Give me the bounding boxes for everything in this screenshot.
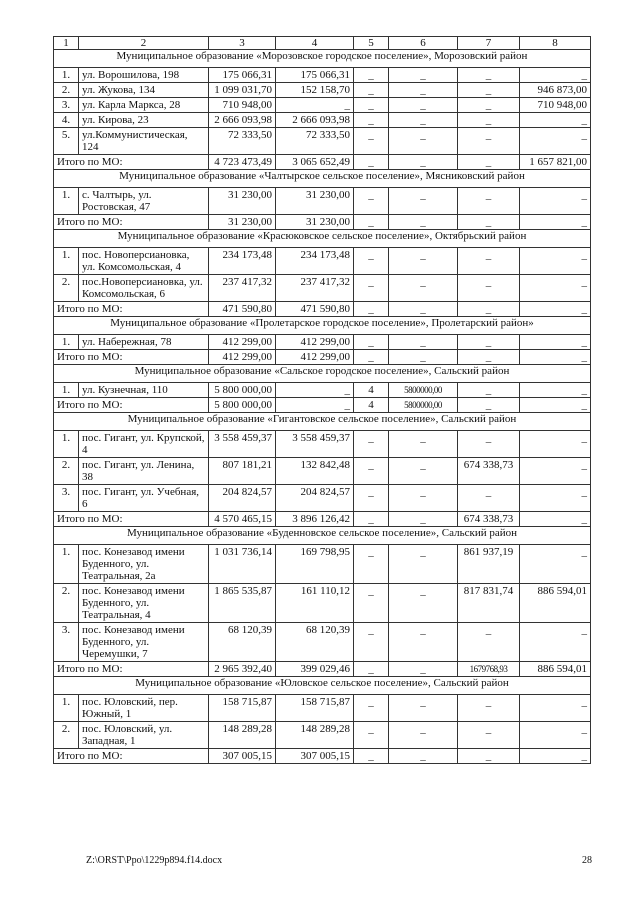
value-cell: _ (520, 623, 591, 662)
total-value-cell: _ (458, 155, 520, 170)
address-cell: пос.Новоперсиановка, ул. Комсомольская, 6 (79, 275, 209, 302)
value-cell: 5 800 000,00 (209, 383, 276, 398)
total-label: Итого по МО: (54, 662, 209, 677)
row-number-cell: 2. (54, 458, 79, 485)
value-cell: _ (458, 128, 520, 155)
value-cell: 1 031 736,14 (209, 545, 276, 584)
value-cell: _ (520, 188, 591, 215)
total-value-cell: 471 590,80 (276, 302, 354, 317)
section-header-row (54, 413, 591, 431)
total-value-cell: _ (389, 155, 458, 170)
total-value-cell: _ (520, 398, 591, 413)
table-body (54, 37, 591, 764)
section-header-row (54, 50, 591, 68)
value-cell: 204 824,57 (209, 485, 276, 512)
column-number: 7 (458, 37, 520, 50)
total-value-cell: _ (276, 398, 354, 413)
section-title: Муниципальное образование «Буденновское сельское поселение», Сальский район (54, 527, 591, 545)
table-row (54, 458, 591, 485)
address-cell: ул. Кузнечная, 110 (79, 383, 209, 398)
address-cell: пос. Конезавод имени Буденного, ул. Черемушки, 7 (79, 623, 209, 662)
row-number-cell: 1. (54, 68, 79, 83)
section-title: Муниципальное образование «Пролетарское городское поселение», Пролетарский район» (54, 317, 591, 335)
total-value-cell: 4 570 465,15 (209, 512, 276, 527)
table-row (54, 623, 591, 662)
value-cell: _ (276, 98, 354, 113)
value-cell: _ (520, 695, 591, 722)
total-value-cell: 471 590,80 (209, 302, 276, 317)
value-cell: _ (354, 128, 389, 155)
value-cell: _ (458, 275, 520, 302)
value-cell: _ (520, 485, 591, 512)
value-cell: 1 865 535,87 (209, 584, 276, 623)
total-value-cell: _ (354, 512, 389, 527)
section-title: Муниципальное образование «Юловское сельское поселение», Сальский район (54, 677, 591, 695)
row-number-cell: 1. (54, 335, 79, 350)
value-cell: _ (389, 458, 458, 485)
total-value-cell: _ (458, 302, 520, 317)
value-cell: 4 (354, 383, 389, 398)
value-cell: _ (520, 128, 591, 155)
value-cell: _ (389, 722, 458, 749)
total-value-cell: _ (520, 302, 591, 317)
value-cell: _ (389, 113, 458, 128)
table-row (54, 113, 591, 128)
total-value-cell: _ (354, 155, 389, 170)
value-cell: 161 110,12 (276, 584, 354, 623)
total-value-cell: _ (389, 749, 458, 764)
total-value-cell: _ (520, 215, 591, 230)
file-path: Z:\ORST\Ppo\1229p894.f14.docx (86, 855, 223, 866)
total-value-cell: 5800000,00 (389, 398, 458, 413)
total-value-cell: _ (389, 215, 458, 230)
value-cell: _ (389, 335, 458, 350)
value-cell: _ (389, 485, 458, 512)
value-cell: _ (520, 335, 591, 350)
table-row (54, 128, 591, 155)
address-cell: пос. Юловский, пер. Южный, 1 (79, 695, 209, 722)
total-label: Итого по МО: (54, 512, 209, 527)
value-cell: 72 333,50 (276, 128, 354, 155)
value-cell: 412 299,00 (209, 335, 276, 350)
row-number-cell: 2. (54, 275, 79, 302)
value-cell: 237 417,32 (209, 275, 276, 302)
section-header-row (54, 527, 591, 545)
total-row (54, 302, 591, 317)
table-row (54, 584, 591, 623)
value-cell: 3 558 459,37 (209, 431, 276, 458)
value-cell: _ (458, 113, 520, 128)
value-cell: 68 120,39 (209, 623, 276, 662)
value-cell: 204 824,57 (276, 485, 354, 512)
value-cell: 234 173,48 (209, 248, 276, 275)
value-cell: _ (389, 431, 458, 458)
value-cell: _ (458, 83, 520, 98)
row-number-cell: 5. (54, 128, 79, 155)
value-cell: 175 066,31 (276, 68, 354, 83)
value-cell: 234 173,48 (276, 248, 354, 275)
value-cell: _ (458, 335, 520, 350)
value-cell: 148 289,28 (209, 722, 276, 749)
value-cell: 1 099 031,70 (209, 83, 276, 98)
column-number: 1 (54, 37, 79, 50)
value-cell: _ (458, 188, 520, 215)
value-cell: _ (389, 128, 458, 155)
value-cell: _ (354, 623, 389, 662)
total-label: Итого по МО: (54, 398, 209, 413)
document-table (53, 36, 591, 764)
total-value-cell: 886 594,01 (520, 662, 591, 677)
row-number-cell: 1. (54, 545, 79, 584)
section-header-row (54, 170, 591, 188)
address-cell: пос. Конезавод имени Буденного, ул. Театральная, 2а (79, 545, 209, 584)
column-number: 5 (354, 37, 389, 50)
value-cell: _ (458, 248, 520, 275)
total-row (54, 512, 591, 527)
value-cell: 5800000,00 (389, 383, 458, 398)
section-header-row (54, 365, 591, 383)
value-cell: 710 948,00 (520, 98, 591, 113)
value-cell: 817 831,74 (458, 584, 520, 623)
value-cell: _ (520, 275, 591, 302)
row-number-cell: 2. (54, 83, 79, 98)
value-cell: _ (389, 98, 458, 113)
table-row (54, 83, 591, 98)
value-cell: _ (354, 335, 389, 350)
value-cell: 3 558 459,37 (276, 431, 354, 458)
section-title: Муниципальное образование «Красюковское сельское поселение», Октябрьский район (54, 230, 591, 248)
total-value-cell: _ (458, 749, 520, 764)
row-number-cell: 3. (54, 485, 79, 512)
column-number-row (54, 37, 591, 50)
section-title: Муниципальное образование «Гигантовское сельское поселение», Сальский район (54, 413, 591, 431)
address-cell: с. Чалтырь, ул. Ростовская, 47 (79, 188, 209, 215)
value-cell: _ (354, 722, 389, 749)
total-label: Итого по МО: (54, 749, 209, 764)
value-cell: _ (458, 431, 520, 458)
value-cell: _ (389, 83, 458, 98)
column-number: 4 (276, 37, 354, 50)
value-cell: 2 666 093,98 (276, 113, 354, 128)
total-value-cell: 307 005,15 (276, 749, 354, 764)
total-value-cell: 3 065 652,49 (276, 155, 354, 170)
total-value-cell: _ (354, 215, 389, 230)
row-number-cell: 1. (54, 248, 79, 275)
total-value-cell: 674 338,73 (458, 512, 520, 527)
value-cell: _ (389, 695, 458, 722)
total-value-cell: 307 005,15 (209, 749, 276, 764)
section-title: Муниципальное образование «Чалтырское сельское поселение», Мясниковский район (54, 170, 591, 188)
total-value-cell: _ (389, 302, 458, 317)
value-cell: 412 299,00 (276, 335, 354, 350)
row-number-cell: 1. (54, 188, 79, 215)
value-cell: _ (389, 68, 458, 83)
value-cell: _ (354, 458, 389, 485)
address-cell: ул. Карла Маркса, 28 (79, 98, 209, 113)
value-cell: _ (354, 695, 389, 722)
value-cell: 132 842,48 (276, 458, 354, 485)
value-cell: 31 230,00 (209, 188, 276, 215)
value-cell: _ (354, 113, 389, 128)
value-cell: _ (389, 623, 458, 662)
value-cell: _ (354, 485, 389, 512)
value-cell: _ (389, 584, 458, 623)
value-cell: 861 937,19 (458, 545, 520, 584)
value-cell: _ (458, 485, 520, 512)
table-row (54, 188, 591, 215)
total-value-cell: 4 (354, 398, 389, 413)
address-cell: ул.Коммунистическая, 124 (79, 128, 209, 155)
column-number: 3 (209, 37, 276, 50)
table-row (54, 695, 591, 722)
value-cell: 175 066,31 (209, 68, 276, 83)
total-value-cell: _ (354, 350, 389, 365)
column-number: 6 (389, 37, 458, 50)
value-cell: _ (520, 722, 591, 749)
section-title: Муниципальное образование «Сальское городское поселение», Сальский район (54, 365, 591, 383)
total-value-cell: 3 896 126,42 (276, 512, 354, 527)
address-cell: пос. Гигант, ул. Ленина, 38 (79, 458, 209, 485)
row-number-cell: 2. (54, 584, 79, 623)
value-cell: _ (458, 695, 520, 722)
total-row (54, 749, 591, 764)
address-cell: ул. Ворошилова, 198 (79, 68, 209, 83)
value-cell: 2 666 093,98 (209, 113, 276, 128)
address-cell: ул. Жукова, 134 (79, 83, 209, 98)
value-cell: _ (520, 431, 591, 458)
value-cell: _ (354, 431, 389, 458)
value-cell: 169 798,95 (276, 545, 354, 584)
total-value-cell: 1679768,93 (458, 662, 520, 677)
value-cell: _ (354, 68, 389, 83)
total-value-cell: 31 230,00 (209, 215, 276, 230)
value-cell: _ (354, 248, 389, 275)
total-value-cell: _ (354, 749, 389, 764)
table-row (54, 722, 591, 749)
row-number-cell: 1. (54, 431, 79, 458)
total-value-cell: _ (354, 302, 389, 317)
total-value-cell: 412 299,00 (276, 350, 354, 365)
value-cell: _ (354, 98, 389, 113)
total-label: Итого по МО: (54, 215, 209, 230)
total-value-cell: _ (458, 398, 520, 413)
column-number: 8 (520, 37, 591, 50)
value-cell: _ (458, 68, 520, 83)
total-value-cell: 4 723 473,49 (209, 155, 276, 170)
table-row (54, 335, 591, 350)
value-cell: 72 333,50 (209, 128, 276, 155)
total-row (54, 215, 591, 230)
row-number-cell: 1. (54, 383, 79, 398)
total-label: Итого по МО: (54, 350, 209, 365)
table-row (54, 68, 591, 83)
total-value-cell: 1 657 821,00 (520, 155, 591, 170)
total-value-cell: 5 800 000,00 (209, 398, 276, 413)
value-cell: _ (458, 623, 520, 662)
table-row (54, 485, 591, 512)
total-value-cell: 399 029,46 (276, 662, 354, 677)
table-row (54, 431, 591, 458)
page-number: 28 (582, 855, 592, 866)
total-row (54, 662, 591, 677)
row-number-cell: 4. (54, 113, 79, 128)
value-cell: _ (520, 458, 591, 485)
column-number: 2 (79, 37, 209, 50)
section-title: Муниципальное образование «Морозовское городское поселение», Морозовский район (54, 50, 591, 68)
address-cell: пос. Юловский, ул. Западная, 1 (79, 722, 209, 749)
value-cell: 158 715,87 (209, 695, 276, 722)
value-cell: _ (354, 83, 389, 98)
value-cell: 237 417,32 (276, 275, 354, 302)
total-value-cell: _ (520, 749, 591, 764)
row-number-cell: 3. (54, 623, 79, 662)
table-row (54, 383, 591, 398)
value-cell: 807 181,21 (209, 458, 276, 485)
value-cell: _ (354, 545, 389, 584)
value-cell: _ (520, 68, 591, 83)
value-cell: 68 120,39 (276, 623, 354, 662)
section-header-row (54, 677, 591, 695)
section-header-row (54, 317, 591, 335)
value-cell: _ (520, 248, 591, 275)
row-number-cell: 2. (54, 722, 79, 749)
total-label: Итого по МО: (54, 302, 209, 317)
table-row (54, 248, 591, 275)
value-cell: _ (520, 383, 591, 398)
total-value-cell: _ (389, 662, 458, 677)
value-cell: _ (458, 98, 520, 113)
total-value-cell: _ (458, 350, 520, 365)
total-value-cell: _ (389, 350, 458, 365)
address-cell: пос. Конезавод имени Буденного, ул. Театральная, 4 (79, 584, 209, 623)
value-cell: _ (354, 188, 389, 215)
value-cell: _ (354, 275, 389, 302)
value-cell: 710 948,00 (209, 98, 276, 113)
value-cell: _ (520, 545, 591, 584)
total-value-cell: _ (520, 512, 591, 527)
value-cell: 886 594,01 (520, 584, 591, 623)
value-cell: _ (276, 383, 354, 398)
total-row (54, 155, 591, 170)
table-row (54, 275, 591, 302)
value-cell: 152 158,70 (276, 83, 354, 98)
total-value-cell: _ (389, 512, 458, 527)
address-cell: ул. Кирова, 23 (79, 113, 209, 128)
address-cell: ул. Набережная, 78 (79, 335, 209, 350)
value-cell: _ (389, 275, 458, 302)
total-value-cell: 2 965 392,40 (209, 662, 276, 677)
value-cell: 31 230,00 (276, 188, 354, 215)
value-cell: _ (389, 248, 458, 275)
value-cell: _ (389, 545, 458, 584)
address-cell: пос. Гигант, ул. Крупской, 4 (79, 431, 209, 458)
total-value-cell: _ (458, 215, 520, 230)
value-cell: _ (458, 383, 520, 398)
value-cell: _ (520, 113, 591, 128)
value-cell: 946 873,00 (520, 83, 591, 98)
total-value-cell: 31 230,00 (276, 215, 354, 230)
row-number-cell: 1. (54, 695, 79, 722)
value-cell: _ (354, 584, 389, 623)
row-number-cell: 3. (54, 98, 79, 113)
total-label: Итого по МО: (54, 155, 209, 170)
value-cell: _ (458, 722, 520, 749)
section-header-row (54, 230, 591, 248)
value-cell: 158 715,87 (276, 695, 354, 722)
total-value-cell: _ (354, 662, 389, 677)
value-cell: 674 338,73 (458, 458, 520, 485)
total-row (54, 398, 591, 413)
value-cell: 148 289,28 (276, 722, 354, 749)
total-row (54, 350, 591, 365)
table-row (54, 98, 591, 113)
value-cell: _ (389, 188, 458, 215)
address-cell: пос. Новоперсиановка, ул. Комсомольская, 4 (79, 248, 209, 275)
address-cell: пос. Гигант, ул. Учебная, 6 (79, 485, 209, 512)
total-value-cell: 412 299,00 (209, 350, 276, 365)
table-row (54, 545, 591, 584)
total-value-cell: _ (520, 350, 591, 365)
